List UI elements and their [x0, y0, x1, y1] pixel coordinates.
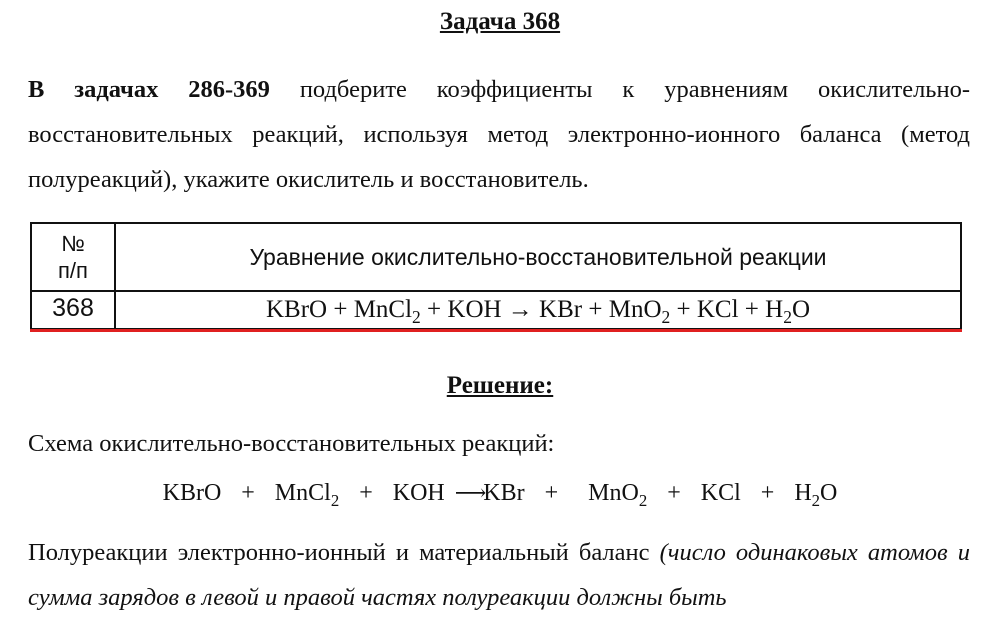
reaction-table	[30, 222, 962, 330]
reaction-arrow-icon: ⟶	[454, 480, 484, 505]
header-equation: Уравнение окислительно-восстановительной реакции	[249, 244, 827, 270]
table-red-underline	[30, 329, 962, 332]
statement-lead: В задачах 286-369	[28, 76, 270, 103]
solution-title: Решение:	[446, 372, 554, 399]
half-reactions-note: (число одинаковых атомов и сумма зарядов в левой и правой частях полуреакции должны быть	[28, 539, 971, 611]
header-number-abbrev: п/п	[58, 258, 88, 283]
table-divider-horizontal	[32, 290, 960, 292]
scheme-label: Схема окислительно-восстановительных реакций:	[28, 430, 555, 457]
header-number	[32, 230, 114, 284]
scheme-equation: KBrO + MnCl$_2$ + KOH ⟶KBr + MnO$_2$ + KCl + $H_2O$	[162, 480, 838, 510]
statement-text: подберите коэффициенты к уравнениям окислительно-восстановительных реакций, используя метод электронно-ионного баланса (метод полуреакций), укажите окислитель и восстановитель.	[28, 76, 971, 193]
header-number-sign: №	[61, 231, 85, 256]
half-reactions-paragraph	[28, 530, 970, 620]
row-number: 368	[52, 294, 94, 322]
task-title: Задача 368	[439, 8, 561, 35]
half-reactions-text: Полуреакции электронно-ионный и материальный баланс	[28, 539, 660, 566]
task-statement	[28, 67, 970, 202]
row-equation: KBrO + MnCl$_2$ + KOH → KBr + MnO$_2$ + KCl + $H_2O$	[265, 296, 810, 328]
